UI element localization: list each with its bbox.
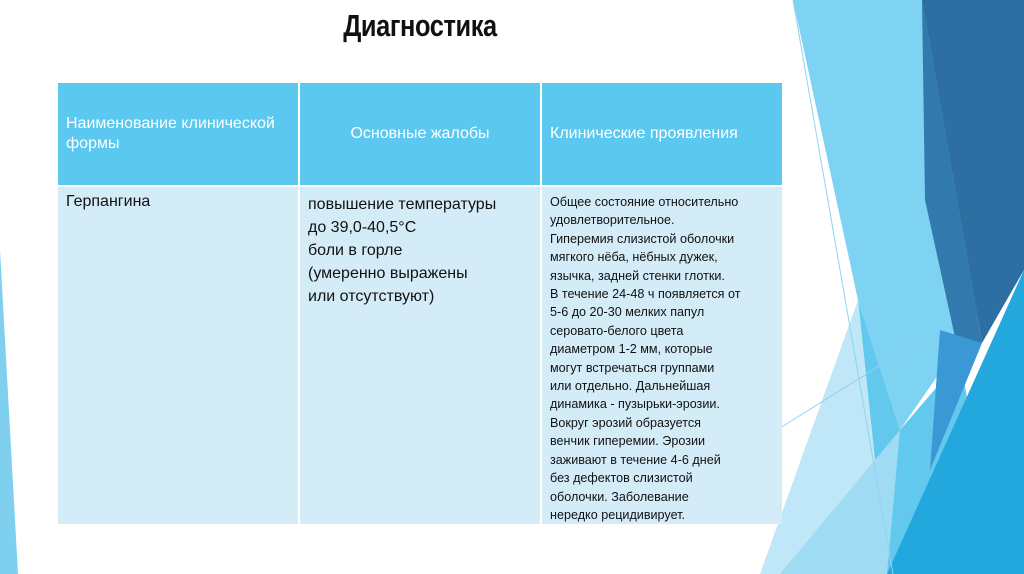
cell-complaints: повышение температуры до 39,0-40,5°C боли в горле (умеренно выражены или отсутствуют) bbox=[300, 185, 540, 524]
header-form: Наименование клинической формы bbox=[58, 83, 298, 185]
cell-form: Герпангина bbox=[58, 185, 298, 524]
slide-title: Диагностика bbox=[343, 8, 497, 43]
left-sliver bbox=[0, 250, 18, 574]
table-row bbox=[58, 185, 782, 524]
header-manifestations: Клинические проявления bbox=[542, 83, 782, 185]
diagnostics-table bbox=[56, 83, 784, 524]
header-complaints: Основные жалобы bbox=[300, 83, 540, 185]
table-header-row bbox=[58, 83, 782, 185]
cell-manifestations: Общее состояние относительно удовлетворительное. Гиперемия слизистой оболочки мягкого нёба, нёбных дужек, язычка, задней стенки глотки. В течение 24-48 ч появляется от 5-6 до 20-30 мелких папул серовато-белого цвета диаметром 1-2 мм, которые могут встречаться группами или отдельно. Дальнейшая динамика - пузырьки-эрозии. Вокруг эрозий образуется венчик гиперемии. Эрозии заживают в течение 4-6 дней без дефектов слизистой оболочки. Заболевание нередко рецидивирует. bbox=[542, 185, 782, 524]
